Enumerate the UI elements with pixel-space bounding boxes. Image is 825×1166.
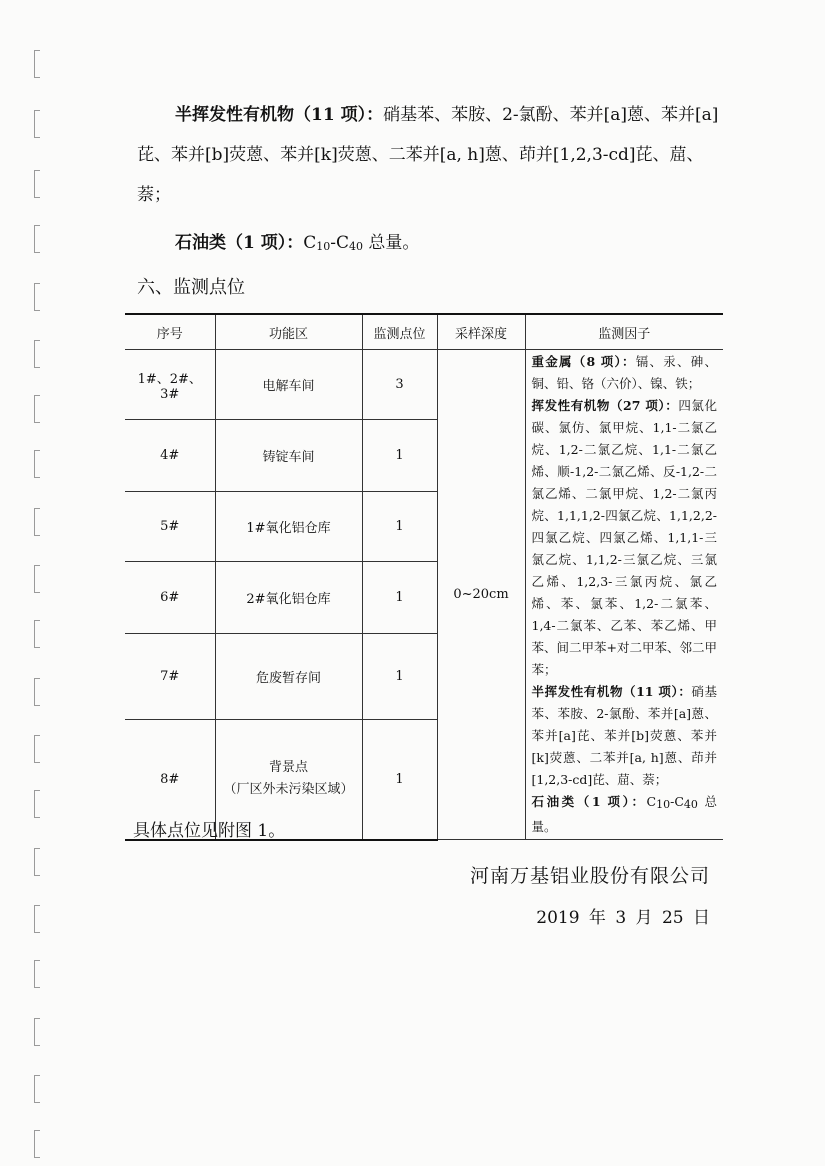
factors-volatile-label: 挥发性有机物（27 项）：: [531, 398, 679, 413]
row-points: 1: [362, 491, 437, 561]
factors-petro-c: C: [646, 794, 657, 809]
row-points: 1: [362, 562, 437, 634]
row-area-line2: （厂区外未污染区域）: [223, 782, 354, 798]
row-points: 1: [362, 420, 437, 492]
factors-petro: [532, 791, 718, 838]
petroleum-paragraph: [137, 223, 727, 267]
petroleum-c: C: [303, 233, 317, 253]
factors-petro-mid: -C: [670, 794, 684, 809]
factors-semi-label: 半挥发性有机物（11 项）：: [531, 684, 692, 699]
row-id: 5#: [125, 491, 215, 561]
company-name: 河南万基铝业股份有限公司: [469, 865, 710, 887]
petroleum-label: 石油类（1 项）：: [175, 233, 304, 253]
location-note: 具体点位见附图 1。: [133, 821, 286, 841]
row-id: 8#: [125, 720, 215, 840]
petroleum-sub1: 10: [316, 240, 331, 253]
factors-petro-label: 石油类（1 项）：: [531, 794, 647, 809]
row-id: 1#、2#、3#: [125, 350, 215, 420]
row-area: 危废暂存间: [215, 633, 362, 719]
factors-petro-sub2: 40: [683, 798, 698, 811]
row-area: 2#氧化铝仓库: [215, 562, 362, 634]
factors-heavy-label: 重金属（8 项）：: [531, 354, 636, 369]
semi-volatile-paragraph: [137, 95, 727, 215]
header-depth: 采样深度: [437, 314, 525, 350]
row-points: 1: [362, 633, 437, 719]
row-area: 电解车间: [215, 350, 362, 420]
petroleum-post: 总量。: [363, 233, 420, 253]
table-row: [125, 350, 723, 420]
header-points: 监测点位: [362, 314, 437, 350]
header-factors: 监测因子: [525, 314, 723, 350]
factors-heavy-text: 镉、汞、砷、铜、铅、铬（六价）、镍、铁；: [531, 354, 717, 391]
sampling-depth: 0~20cm: [437, 350, 525, 840]
factors-semi-text: 硝基苯、苯胺、2-氯酚、苯并[a]蒽、苯并[a]芘、苯并[b]荧蒽、苯并[k]荧蒽、二苯并[a, h]蒽、茚并[1,2,3-cd]芘、䓛、萘；: [531, 684, 717, 787]
factors-volatile-text: 四氯化碳、氯仿、氯甲烷、1,1-二氯乙烷、1,2-二氯乙烷、1,1-二氯乙烯、顺-1,2-二氯乙烯、反-1,2-二氯乙烯、二氯甲烷、1,2-二氯丙烷、1,1,1,2-四氯乙烷、1,1,2,2-四氯乙烷、四氯乙烯、1,1,1-三氯乙烷、1,1,2-三氯乙烷、三氯乙烯、1,2,3-三氯丙烷、氯乙烯、苯、氯苯、1,2-二氯苯、1,4-二氯苯、乙苯、苯乙烯、甲苯、间二甲苯+对二甲苯、邻二甲苯；: [531, 398, 717, 677]
factors-petro-post: 总量。: [531, 794, 717, 834]
row-area: 1#氧化铝仓库: [215, 491, 362, 561]
semi-volatile-label: 半挥发性有机物（11 项）：: [175, 105, 384, 125]
petroleum-sub2: 40: [349, 240, 364, 253]
row-points: 1: [362, 720, 437, 840]
row-id: 4#: [125, 420, 215, 492]
factors-volatile: [532, 395, 718, 681]
header-id: 序号: [125, 314, 215, 350]
document-date: 2019 年 3 月 25 日: [536, 908, 710, 928]
petroleum-mid: -C: [330, 233, 350, 253]
factors-petro-sub1: 10: [656, 798, 671, 811]
row-points: 3: [362, 350, 437, 420]
row-id: 7#: [125, 633, 215, 719]
binding-holes: [30, 0, 44, 1166]
semi-volatile-text: 硝基苯、苯胺、2-氯酚、苯并[a]蒽、苯并[a]芘、苯并[b]荧蒽、苯并[k]荧蒽、二苯并[a, h]蒽、茚并[1,2,3-cd]芘、䓛、萘；: [137, 105, 719, 205]
row-id: 6#: [125, 562, 215, 634]
factors-heavy: [532, 351, 718, 395]
table-header-row: [125, 314, 723, 350]
monitoring-factors: [525, 350, 723, 840]
section-heading: 六、监测点位: [137, 277, 245, 298]
factors-semi: [532, 681, 718, 791]
row-area-line1: 背景点: [268, 760, 308, 776]
header-area: 功能区: [215, 314, 362, 350]
monitoring-table: [125, 313, 723, 841]
row-area: 铸锭车间: [215, 420, 362, 492]
